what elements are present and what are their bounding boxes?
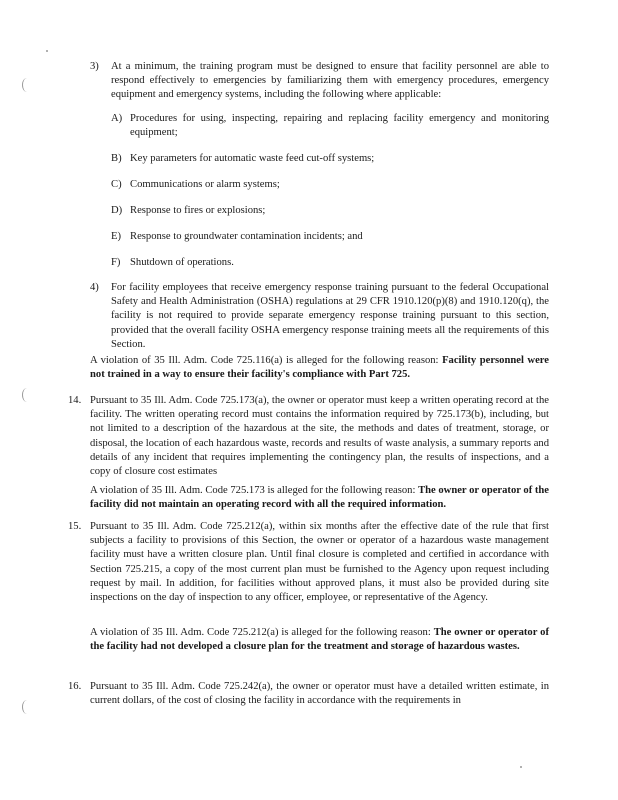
binder-hole-mark: [22, 78, 32, 92]
violation-reason: The owner or operator of the facility did not maintain an operating record with all the required information.: [90, 485, 550, 511]
binder-hole-mark: [22, 388, 32, 402]
violation-statement: [90, 354, 549, 382]
subitem-label: D): [111, 205, 123, 216]
violation-reason: The owner or operator of the facility had not developed a closure plan for the treatment and storage of hazardous wastes.: [90, 627, 549, 653]
item-3-text: At a minimum, the training program must be designed to ensure that facility personnel are able to respond effectively to emergencies by familiarizing them with emergency procedures, emergency equipment and emergency systems, including the following where applicable:: [111, 61, 549, 101]
violation-intro: A violation of 35 Ill. Adm. Code 725.116(a) is alleged for the following reason:: [90, 355, 443, 366]
paragraph-number: 14.: [68, 395, 82, 406]
subitem-label: C): [111, 179, 122, 190]
scan-speck: [46, 50, 48, 52]
paragraph-number: 15.: [68, 521, 82, 532]
subitem-label: A): [111, 113, 123, 124]
subitem-label: B): [111, 153, 122, 164]
binder-hole-mark: [22, 700, 32, 714]
violation-intro: A violation of 35 Ill. Adm. Code 725.212(a) is alleged for the following reason:: [90, 627, 434, 638]
paragraph-14-text: Pursuant to 35 Ill. Adm. Code 725.173(a), the owner or operator must keep a written operating record at the facility. The written operating record must contains the information required by 725.173(b), including, but not limited to a description of the hazardous at the site, the methods and dates of treatment, storage, or disposal, the location of each hazardous waste, records and results of waste analysis, a summary reports and details of any incident that requires implementing the contingency plan, the results of inspections, and a copy of closure cost estimates: [90, 395, 549, 478]
subitem-text: Response to groundwater contamination incidents; and: [130, 231, 363, 242]
violation-intro: A violation of 35 Ill. Adm. Code 725.173 is alleged for the following reason:: [90, 485, 419, 496]
paragraph-number: 16.: [68, 681, 82, 692]
subitem-text: Communications or alarm systems;: [130, 179, 280, 190]
item-number: 3): [90, 61, 99, 72]
subitem-label: E): [111, 231, 121, 242]
subitem-text: Procedures for using, inspecting, repairing and replacing facility emergency and monitoring equipment;: [130, 113, 549, 139]
violation-statement: [90, 484, 549, 512]
paragraph-15-text: Pursuant to 35 Ill. Adm. Code 725.212(a), within six months after the effective date of the rule that first subjects a facility to provisions of this Section, the owner or operator of a hazardous waste management facility must have a written closure plan. Until final closure is completed and certified in accordance with Section 725.215, a copy of the most current plan must be furnished to the Agency upon request including request by mail. In addition, for facilities without approved plans, it must also be provided during site inspections on the day of inspection to any officer, employee, or representative of the Agency.: [90, 521, 549, 604]
violation-reason: Facility personnel were not trained in a way to ensure their facility's compliance with Part 725.: [90, 355, 549, 381]
item-4-text: For facility employees that receive emergency response training pursuant to the federal Occupational Safety and Health Administration (OSHA) regulations at 29 CFR 1910.120(p)(8) and 1910.120(q), the facility is not required to provide separate emergency response training pursuant to this section, provided that the overall facility OSHA emergency response training meets all the requirements of this Section.: [111, 282, 549, 350]
paragraph-16-text: Pursuant to 35 Ill. Adm. Code 725.242(a), the owner or operator must have a detailed written estimate, in current dollars, of the cost of closing the facility in accordance with the requirements in: [90, 681, 549, 707]
item-number: 4): [90, 282, 99, 293]
subitem-text: Shutdown of operations.: [130, 257, 234, 268]
subitem-text: Response to fires or explosions;: [130, 205, 266, 216]
subitem-label: F): [111, 257, 121, 268]
violation-statement: [90, 626, 549, 654]
subitem-text: Key parameters for automatic waste feed cut-off systems;: [130, 153, 375, 164]
scan-speck: [520, 766, 522, 768]
